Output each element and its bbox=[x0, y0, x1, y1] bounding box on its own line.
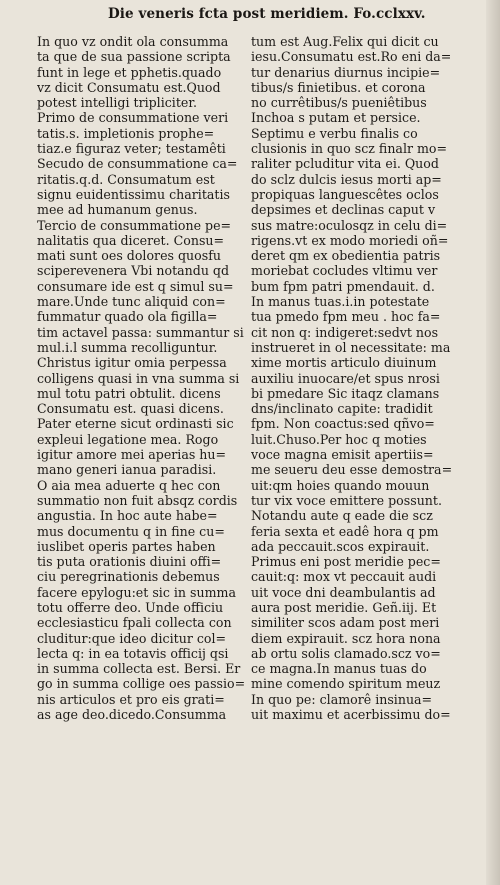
running-head: Die veneris fcta post meridiem. Fo.cclxxv. bbox=[108, 6, 426, 22]
text-line: luit.Chuso.Per hoc q moties bbox=[251, 431, 427, 447]
text-line: consumare ide est q simul su= bbox=[37, 278, 234, 294]
text-line: deret qm ex obedientia patris bbox=[251, 248, 441, 264]
left-text-column bbox=[37, 34, 245, 774]
text-line: potest intelligi tripliciter. bbox=[37, 95, 197, 111]
text-line: iuslibet operis partes haben bbox=[37, 538, 216, 554]
text-line: ta que de sua passione scripta bbox=[37, 49, 231, 65]
text-line: moriebat cocludes vltimu ver bbox=[251, 263, 438, 279]
text-line: ecclesiasticu fpali collecta con bbox=[37, 615, 232, 631]
text-line: facere epylogu:et sic in summa bbox=[37, 584, 236, 600]
text-line: uit:qm hoies quando mouun bbox=[251, 477, 430, 493]
text-line: ce magna.In manus tuas do bbox=[251, 661, 427, 677]
text-line: tiaz.e figuraz veter; testamêti bbox=[37, 141, 226, 157]
text-line: ada peccauit.scos expirauit. bbox=[251, 538, 430, 554]
text-line: Notandu aute q eade die scz bbox=[251, 508, 433, 524]
text-line: propiquas languescêtes oclos bbox=[251, 186, 439, 202]
text-line: totu offerre deo. Unde officiu bbox=[37, 599, 224, 615]
text-line: In quo vz ondit ola consumma bbox=[37, 34, 229, 49]
text-line: nis articulos et pro eis grati= bbox=[37, 691, 225, 707]
text-line: Christus igitur omia perpessa bbox=[37, 355, 227, 371]
text-line: raliter pcluditur vita ei. Quod bbox=[251, 156, 439, 172]
text-line: sciperevenera Vbi notandu qd bbox=[37, 263, 230, 279]
text-line: tis puta orationis diuini offi= bbox=[37, 554, 222, 570]
text-line: fummatur quado ola figilla= bbox=[37, 309, 218, 325]
text-line: mul totu patri obtulit. dicens bbox=[37, 385, 221, 401]
text-line: expleui legatione mea. Rogo bbox=[37, 431, 219, 447]
text-line: rigens.vt ex modo moriedi oñ= bbox=[251, 232, 449, 248]
text-line: sus matre:oculosqz in celu di= bbox=[251, 217, 448, 233]
text-line: O aia mea aduerte q hec con bbox=[37, 477, 221, 493]
text-line: tatis.s. impletionis prophe= bbox=[37, 125, 215, 141]
text-line: no currêtibus/s pueniêtibus bbox=[251, 95, 427, 111]
text-line: Primo de consummatione veri bbox=[37, 110, 229, 126]
text-line: igitur amore mei aperias hu= bbox=[37, 447, 227, 463]
text-line: lecta q: in ea totavis officij qsi bbox=[37, 645, 229, 661]
text-line: tim actavel passa: summantur si bbox=[37, 324, 244, 340]
text-line: Secudo de consummatione ca= bbox=[37, 156, 238, 172]
text-line: Septimu e verbu finalis co bbox=[251, 125, 418, 141]
text-line: go in summa collige oes passio= bbox=[37, 676, 245, 692]
text-line: mus documentu q in fine cu= bbox=[37, 523, 225, 539]
text-line: fpm. Non coactus:sed qñvo= bbox=[251, 416, 435, 432]
text-line: Primus eni post meridie pec= bbox=[251, 554, 441, 570]
text-line: mee ad humanum genus. bbox=[37, 202, 198, 218]
text-line: funt in lege et pphetis.quado bbox=[37, 64, 222, 80]
page-edge-shadow bbox=[486, 0, 500, 885]
text-line: mano generi ianua paradisi. bbox=[37, 462, 217, 478]
text-line: In quo pe: clamorê insinua= bbox=[251, 691, 433, 707]
text-line: dns/inclinato capite: tradidit bbox=[251, 401, 433, 417]
text-line: cit non q: indigeret:sedvt nos bbox=[251, 324, 439, 340]
text-line: cauit:q: mox vt peccauit audi bbox=[251, 569, 437, 585]
text-line: In manus tuas.i.in potestate bbox=[251, 294, 430, 310]
text-line: Consumatu est. quasi dicens. bbox=[37, 401, 224, 417]
text-line: signu euidentissimu charitatis bbox=[37, 186, 230, 202]
text-line: auxiliu inuocare/et spus nrosi bbox=[251, 370, 440, 386]
text-line: angustia. In hoc aute habe= bbox=[37, 508, 218, 524]
text-line: diem expirauit. scz hora nona bbox=[251, 630, 441, 646]
text-line: instrueret in ol necessitate: ma bbox=[251, 339, 451, 355]
text-line: Tercio de consummatione pe= bbox=[37, 217, 232, 233]
text-line: me seueru deu esse demostra= bbox=[251, 462, 453, 478]
text-line: xime mortis articulo diuinum bbox=[251, 355, 437, 371]
text-line: tum est Aug.Felix qui dicit cu bbox=[251, 34, 439, 49]
text-line: colligens quasi in vna summa si bbox=[37, 370, 240, 386]
text-line: Pater eterne sicut ordinasti sic bbox=[37, 416, 234, 432]
text-line: tibus/s finietibus. et corona bbox=[251, 79, 426, 95]
text-line: do sclz dulcis iesus morti ap= bbox=[251, 171, 442, 187]
text-line: tua pmedo fpm meu . hoc fa= bbox=[251, 309, 441, 325]
text-line: voce magna emisit apertiis= bbox=[251, 447, 434, 463]
text-line: mare.Unde tunc aliquid con= bbox=[37, 294, 226, 310]
text-line: aura post meridie. Geñ.iij. Et bbox=[251, 599, 437, 615]
text-line: vz dicit Consumatu est.Quod bbox=[37, 79, 221, 95]
text-line: uit voce dni deambulantis ad bbox=[251, 584, 436, 600]
text-line: feria sexta et eadê hora q pm bbox=[251, 523, 439, 539]
text-line: ab ortu solis clamado.scz vo= bbox=[251, 645, 441, 661]
text-line: uit maximu et acerbissimu do= bbox=[251, 707, 451, 723]
text-line: clusionis in quo scz finalr mo= bbox=[251, 141, 448, 157]
text-line: cluditur:que ideo dicitur col= bbox=[37, 630, 227, 646]
text-line: mine comendo spiritum meuz bbox=[251, 676, 441, 692]
text-line: depsimes et declinas caput v bbox=[251, 202, 436, 218]
text-line: tur denarius diurnus incipie= bbox=[251, 64, 441, 80]
text-line: bi pmedare Sic itaqz clamans bbox=[251, 385, 440, 401]
text-line: in summa collecta est. Bersi. Er bbox=[37, 661, 241, 677]
text-line: iesu.Consumatu est.Ro eni da= bbox=[251, 49, 452, 65]
text-line: as age deo.dicedo.Consumma bbox=[37, 707, 227, 723]
text-line: bum fpm patri pmendauit. d. bbox=[251, 278, 435, 294]
text-line: mul.i.l summa recolliguntur. bbox=[37, 339, 218, 355]
right-text-column bbox=[251, 34, 457, 774]
text-line: ritatis.q.d. Consumatum est bbox=[37, 171, 215, 187]
text-line: tur vix voce emittere possunt. bbox=[251, 492, 442, 508]
text-line: summatio non fuit absqz cordis bbox=[37, 492, 238, 508]
text-line: similiter scos adam post meri bbox=[251, 615, 440, 631]
text-line: nalitatis qua diceret. Consu= bbox=[37, 232, 225, 248]
text-line: mati sunt oes dolores quosfu bbox=[37, 248, 221, 264]
text-line: ciu peregrinationis debemus bbox=[37, 569, 220, 585]
text-line: Inchoa s putam et persice. bbox=[251, 110, 421, 126]
